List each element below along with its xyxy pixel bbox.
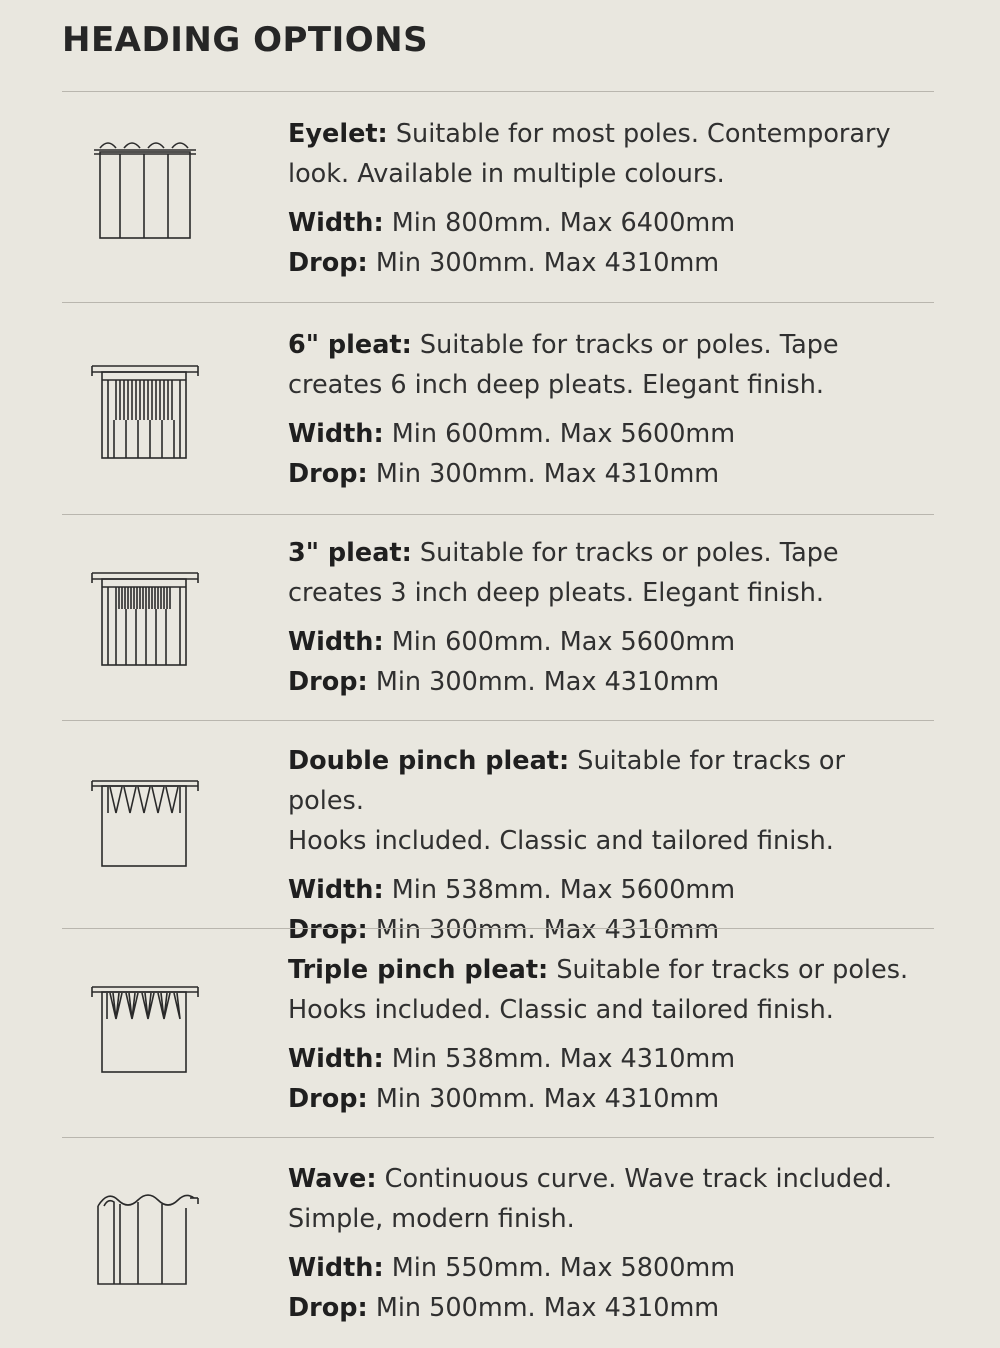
three-inch-pleat-curtain-icon (90, 565, 200, 675)
option-description-cont: Hooks included. Classic and tailored finish. (288, 995, 834, 1025)
option-description: Suitable for tracks or poles. Tape (411, 330, 839, 360)
heading-option-3in-pleat (62, 515, 934, 725)
eyelet-curtain-icon (90, 130, 200, 240)
option-description-cont: Hooks included. Classic and tailored finish. (288, 826, 834, 856)
heading-option-triple-pinch-pleat (62, 929, 934, 1139)
width-value: Min 538mm. Max 4310mm (383, 1044, 736, 1074)
width-label: Width: (288, 627, 384, 657)
option-text (288, 741, 928, 950)
drop-label: Drop: (288, 667, 368, 697)
drop-value: Min 300mm. Max 4310mm (367, 915, 720, 945)
option-name: Double pinch pleat: (288, 746, 570, 776)
heading-option-wave (62, 1138, 934, 1348)
drop-value: Min 300mm. Max 4310mm (367, 667, 720, 697)
double-pinch-pleat-curtain-icon (90, 773, 200, 883)
width-value: Min 600mm. Max 5600mm (383, 419, 736, 449)
option-text (288, 533, 928, 702)
drop-label: Drop: (288, 459, 368, 489)
option-description: Suitable for tracks or poles. (288, 746, 845, 816)
drop-value: Min 500mm. Max 4310mm (367, 1293, 720, 1323)
heading-option-eyelet (62, 92, 934, 302)
width-label: Width: (288, 875, 384, 905)
triple-pinch-pleat-curtain-icon (90, 979, 200, 1089)
drop-value: Min 300mm. Max 4310mm (367, 248, 720, 278)
option-name: Eyelet: (288, 119, 388, 149)
option-description: Suitable for most poles. Contemporary (387, 119, 891, 149)
drop-label: Drop: (288, 248, 368, 278)
wave-curtain-icon (90, 1188, 200, 1298)
drop-value: Min 300mm. Max 4310mm (367, 1084, 720, 1114)
option-description: Suitable for tracks or poles. Tape (411, 538, 839, 568)
drop-label: Drop: (288, 1293, 368, 1323)
width-label: Width: (288, 208, 384, 238)
width-value: Min 600mm. Max 5600mm (383, 627, 736, 657)
drop-value: Min 300mm. Max 4310mm (367, 459, 720, 489)
page-title: HEADING OPTIONS (62, 20, 429, 60)
six-inch-pleat-curtain-icon (90, 358, 200, 468)
option-description: Suitable for tracks or poles. (548, 955, 909, 985)
option-description-cont: creates 6 inch deep pleats. Elegant finish. (288, 370, 824, 400)
drop-label: Drop: (288, 1084, 368, 1114)
option-text (288, 950, 928, 1119)
option-name: 3" pleat: (288, 538, 412, 568)
option-name: Wave: (288, 1164, 377, 1194)
width-value: Min 550mm. Max 5800mm (383, 1253, 736, 1283)
option-text (288, 114, 928, 283)
option-description-cont: Simple, modern finish. (288, 1204, 575, 1234)
heading-option-6in-pleat (62, 303, 934, 513)
width-value: Min 800mm. Max 6400mm (383, 208, 736, 238)
width-label: Width: (288, 1044, 384, 1074)
option-text (288, 1159, 928, 1328)
option-description-cont: look. Available in multiple colours. (288, 159, 725, 189)
width-label: Width: (288, 419, 384, 449)
option-text (288, 325, 928, 494)
heading-option-double-pinch-pleat (62, 721, 934, 945)
width-label: Width: (288, 1253, 384, 1283)
option-name: Triple pinch pleat: (288, 955, 549, 985)
option-name: 6" pleat: (288, 330, 412, 360)
option-description: Continuous curve. Wave track included. (376, 1164, 893, 1194)
option-description-cont: creates 3 inch deep pleats. Elegant finish. (288, 578, 824, 608)
drop-label: Drop: (288, 915, 368, 945)
width-value: Min 538mm. Max 5600mm (383, 875, 736, 905)
